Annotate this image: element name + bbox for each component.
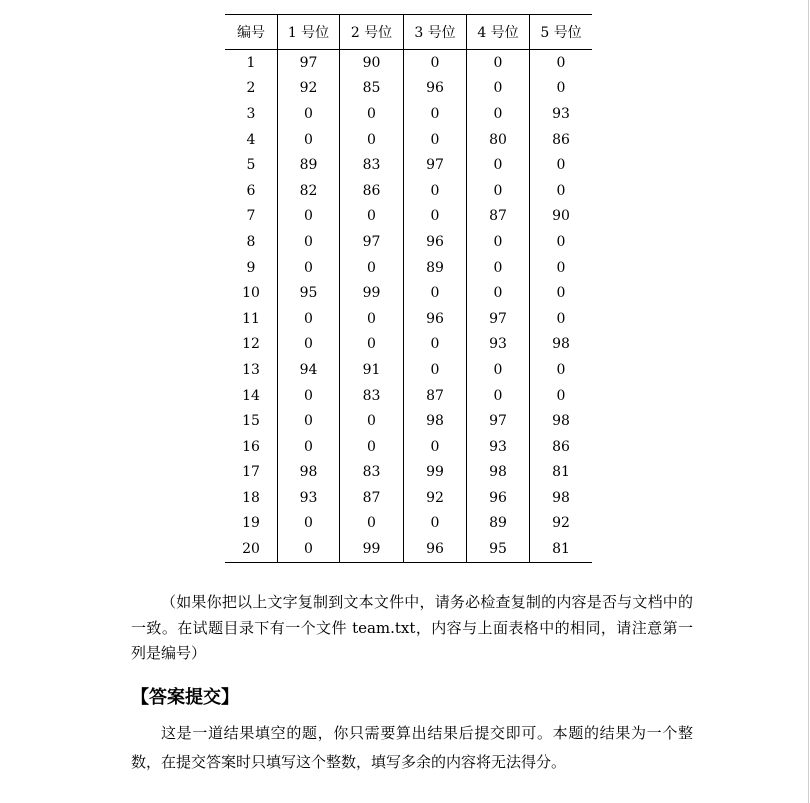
score-cell: 0 [278,101,340,127]
score-cell: 0 [467,76,530,102]
score-cell: 82 [278,178,340,204]
score-cell: 0 [467,178,530,204]
score-cell: 86 [530,127,593,153]
score-cell: 97 [467,408,530,434]
score-cell: 0 [467,280,530,306]
score-cell: 0 [340,127,404,153]
score-cell: 0 [340,434,404,460]
score-cell: 93 [467,434,530,460]
score-cell: 0 [340,255,404,281]
score-cell: 90 [340,50,404,76]
score-cell: 95 [278,280,340,306]
table-row [225,460,592,486]
score-cell: 87 [467,204,530,230]
score-cell: 97 [467,306,530,332]
header-cell-position-4: 4 号位 [467,15,530,50]
answer-submission-heading: 【答案提交】 [131,687,239,708]
score-cell: 0 [467,357,530,383]
score-cell: 0 [278,383,340,409]
score-cell: 92 [278,76,340,102]
row-id-cell: 13 [242,361,260,378]
score-cell: 0 [530,50,593,76]
score-cell: 97 [404,152,467,178]
row-id-cell: 20 [225,536,278,562]
score-cell: 0 [278,204,340,230]
score-cell: 0 [404,511,467,537]
score-cell: 93 [467,332,530,358]
row-id-cell: 16 [242,438,260,455]
score-cell: 0 [404,50,467,76]
header-cell-position-5: 5 号位 [530,15,593,50]
row-id-cell: 5 [246,157,256,174]
row-id-cell: 1 [246,54,256,71]
score-cell: 0 [278,332,340,358]
table-row [225,152,592,178]
score-cell: 92 [530,511,593,537]
score-cell: 98 [530,408,593,434]
score-cell: 95 [467,536,530,562]
table-row [225,485,592,511]
score-cell: 0 [404,127,467,153]
score-cell: 83 [340,152,404,178]
table-row [225,332,592,358]
score-cell: 98 [530,485,593,511]
score-cell: 0 [278,408,340,434]
score-cell: 80 [467,127,530,153]
row-id-cell: 3 [246,105,256,122]
score-cell: 0 [278,511,340,537]
score-cell: 0 [340,306,404,332]
score-cell: 0 [340,204,404,230]
row-id-cell: 8 [246,233,256,250]
score-cell: 0 [530,280,593,306]
score-cell: 89 [404,255,467,281]
score-cell: 0 [278,306,340,332]
row-id-cell: 17 [242,464,260,481]
score-cell: 96 [404,76,467,102]
score-cell: 81 [530,536,593,562]
score-cell: 0 [530,76,593,102]
score-cell: 92 [404,485,467,511]
score-cell: 98 [467,460,530,486]
score-cell: 0 [530,255,593,281]
score-cell: 93 [530,101,593,127]
table-header-row [225,15,592,50]
header-cell-position-2: 2 号位 [340,15,404,50]
row-id-cell: 7 [246,208,256,225]
table-row [225,280,592,306]
row-id-cell: 15 [242,413,260,430]
score-cell: 86 [530,434,593,460]
score-cell: 0 [404,332,467,358]
score-cell: 96 [404,229,467,255]
score-cell: 0 [467,383,530,409]
score-cell: 96 [404,306,467,332]
score-cell: 81 [530,460,593,486]
table-body [225,50,592,563]
score-cell: 96 [467,485,530,511]
score-cell: 96 [404,536,467,562]
table-row [225,511,592,537]
score-cell: 0 [404,101,467,127]
player-score-table [225,14,592,563]
table-row [225,178,592,204]
score-cell: 90 [530,204,593,230]
score-cell: 0 [467,50,530,76]
score-cell: 0 [530,357,593,383]
row-id-cell: 19 [242,515,260,532]
note-paragraph: （如果你把以上文字复制到文本文件中，请务必检查复制的内容是否与文档中的一致。在试题目录下有一个文件 team.txt，内容与上面表格中的相同，请注意第一列是编号） [131,593,693,662]
score-cell: 0 [530,152,593,178]
table-row [225,255,592,281]
table-row [225,101,592,127]
header-cell-id: 编号 [225,15,278,50]
score-cell: 0 [404,178,467,204]
table-row [225,50,592,76]
score-cell: 83 [340,383,404,409]
score-cell: 86 [340,178,404,204]
score-cell: 85 [340,76,404,102]
row-id-cell: 11 [242,310,260,327]
score-cell: 0 [340,511,404,537]
score-cell: 0 [404,434,467,460]
header-cell-position-1: 1 号位 [278,15,340,50]
table-row [225,357,592,383]
score-cell: 0 [278,434,340,460]
score-cell: 0 [340,101,404,127]
score-cell: 94 [278,357,340,383]
score-cell: 0 [404,280,467,306]
table-row [225,229,592,255]
table-row [225,204,592,230]
score-cell: 0 [467,229,530,255]
score-cell: 0 [340,332,404,358]
score-cell: 99 [404,460,467,486]
score-cell: 93 [278,485,340,511]
score-cell: 0 [530,383,593,409]
instructions-paragraph: 这是一道结果填空的题，你只需要算出结果后提交即可。本题的结果为一个整数，在提交答案时只填写这个整数，填写多余的内容将无法得分。 [131,724,693,771]
score-cell: 0 [278,255,340,281]
table-row [225,127,592,153]
row-id-cell: 12 [242,336,260,353]
score-cell: 0 [530,178,593,204]
table-row [225,76,592,102]
score-cell: 89 [278,152,340,178]
score-cell: 0 [467,255,530,281]
row-id-cell: 2 [246,80,256,97]
score-cell: 87 [404,383,467,409]
table-row [225,434,592,460]
score-cell: 0 [467,152,530,178]
row-id-cell: 9 [246,259,256,276]
header-cell-position-3: 3 号位 [404,15,467,50]
row-id-cell: 6 [246,182,256,199]
score-cell: 0 [404,357,467,383]
table-row [225,536,592,562]
score-cell: 97 [340,229,404,255]
row-id-cell: 14 [242,387,260,404]
score-cell: 98 [404,408,467,434]
score-cell: 0 [340,408,404,434]
score-cell: 97 [278,50,340,76]
row-id-cell: 18 [242,489,260,506]
row-id-cell: 4 [246,131,256,148]
page-edge-line [808,0,809,803]
score-cell: 0 [278,229,340,255]
score-cell: 0 [530,229,593,255]
score-cell: 83 [340,460,404,486]
table-row [225,306,592,332]
score-cell: 91 [340,357,404,383]
score-cell: 99 [340,280,404,306]
score-cell: 0 [467,101,530,127]
score-cell: 0 [530,306,593,332]
score-cell: 0 [404,204,467,230]
score-cell: 0 [278,536,340,562]
score-cell: 0 [278,127,340,153]
score-cell: 87 [340,485,404,511]
row-id-cell: 10 [242,285,260,302]
score-cell: 89 [467,511,530,537]
table-row [225,408,592,434]
score-cell: 98 [530,332,593,358]
score-cell: 98 [278,460,340,486]
score-cell: 99 [340,536,404,562]
table-row [225,383,592,409]
